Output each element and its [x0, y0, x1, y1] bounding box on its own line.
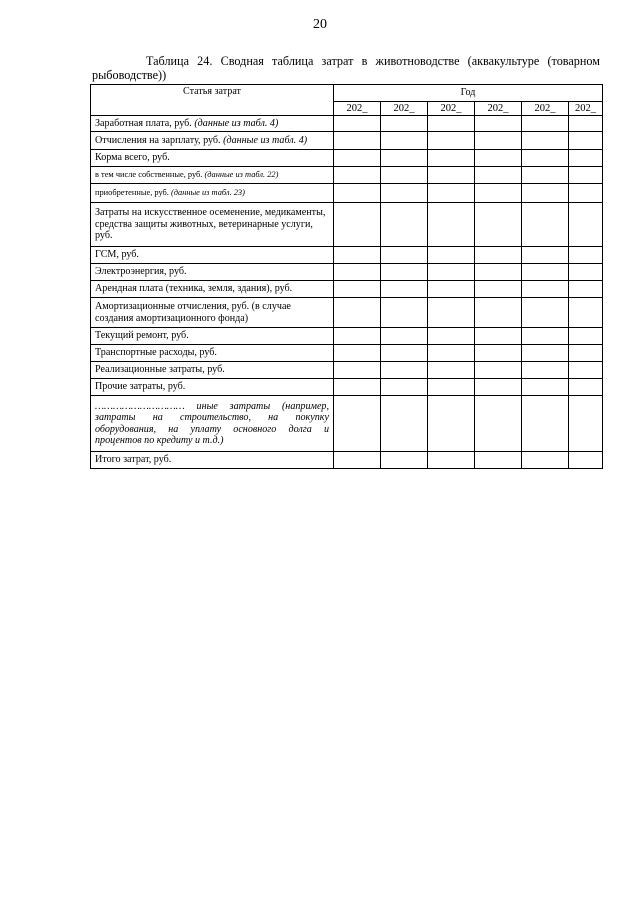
value-cell	[428, 150, 475, 167]
value-cell	[334, 379, 381, 396]
value-cell	[334, 150, 381, 167]
value-cell	[569, 396, 603, 452]
value-cell	[475, 264, 522, 281]
value-cell	[522, 281, 569, 298]
value-cell	[475, 281, 522, 298]
table-row	[91, 132, 603, 150]
value-cell	[381, 452, 428, 469]
table-row	[91, 345, 603, 362]
value-cell	[569, 167, 603, 184]
value-cell	[475, 379, 522, 396]
value-cell	[569, 281, 603, 298]
value-cell	[428, 298, 475, 328]
value-cell	[334, 203, 381, 247]
value-cell	[475, 362, 522, 379]
table-row	[91, 247, 603, 264]
value-cell	[428, 396, 475, 452]
value-cell	[381, 281, 428, 298]
year-col-6: 202_	[569, 102, 603, 116]
value-cell	[334, 116, 381, 132]
value-cell	[522, 345, 569, 362]
value-cell	[428, 203, 475, 247]
value-cell	[475, 132, 522, 150]
row-label: Арендная плата (техника, земля, здания), руб.	[91, 281, 334, 298]
row-label: ГСМ, руб.	[91, 247, 334, 264]
value-cell	[381, 167, 428, 184]
value-cell	[381, 362, 428, 379]
value-cell	[522, 203, 569, 247]
value-cell	[381, 328, 428, 345]
table-row	[91, 150, 603, 167]
table-row	[91, 264, 603, 281]
table-row	[91, 116, 603, 132]
value-cell	[569, 150, 603, 167]
value-cell	[569, 298, 603, 328]
value-cell	[334, 167, 381, 184]
table-caption: Таблица 24. Сводная таблица затрат в животноводстве (аквакультуре (товарном рыбоводстве))	[92, 54, 600, 82]
row-label: Текущий ремонт, руб.	[91, 328, 334, 345]
value-cell	[381, 184, 428, 203]
value-cell	[522, 150, 569, 167]
cost-summary-table	[90, 84, 603, 469]
row-label-total: Итого затрат, руб.	[91, 452, 334, 469]
value-cell	[381, 264, 428, 281]
value-cell	[381, 203, 428, 247]
value-cell	[569, 116, 603, 132]
value-cell	[428, 345, 475, 362]
row-label: приобретенные, руб. (данные из табл. 23)	[91, 184, 334, 203]
table-row	[91, 396, 603, 452]
year-col-4: 202_	[475, 102, 522, 116]
value-cell	[381, 396, 428, 452]
value-cell	[522, 132, 569, 150]
value-cell	[569, 184, 603, 203]
value-cell	[475, 116, 522, 132]
value-cell	[334, 452, 381, 469]
value-cell	[334, 132, 381, 150]
table-row	[91, 362, 603, 379]
value-cell	[428, 328, 475, 345]
value-cell	[475, 396, 522, 452]
row-label: Затраты на искусственное осеменение, медикаменты, средства защиты животных, ветеринарные услуги, руб.	[91, 203, 334, 247]
row-label: Отчисления на зарплату, руб. (данные из табл. 4)	[91, 132, 334, 150]
row-label: Амортизационные отчисления, руб. (в случае создания амортизационного фонда)	[91, 298, 334, 328]
value-cell	[428, 264, 475, 281]
year-col-2: 202_	[381, 102, 428, 116]
value-cell	[475, 345, 522, 362]
value-cell	[334, 281, 381, 298]
value-cell	[569, 247, 603, 264]
value-cell	[381, 132, 428, 150]
value-cell	[381, 150, 428, 167]
value-cell	[569, 345, 603, 362]
value-cell	[334, 184, 381, 203]
value-cell	[428, 184, 475, 203]
header-cost-item: Статья затрат	[91, 85, 334, 116]
value-cell	[428, 247, 475, 264]
value-cell	[334, 345, 381, 362]
value-cell	[475, 328, 522, 345]
value-cell	[569, 452, 603, 469]
value-cell	[522, 379, 569, 396]
value-cell	[522, 452, 569, 469]
value-cell	[569, 264, 603, 281]
value-cell	[428, 452, 475, 469]
value-cell	[381, 298, 428, 328]
page-number: 20	[313, 17, 327, 32]
value-cell	[475, 298, 522, 328]
value-cell	[569, 379, 603, 396]
value-cell	[522, 264, 569, 281]
value-cell	[428, 362, 475, 379]
value-cell	[475, 203, 522, 247]
value-cell	[475, 247, 522, 264]
value-cell	[428, 281, 475, 298]
row-label: в тем числе собственные, руб. (данные из табл. 22)	[91, 167, 334, 184]
table-row-total	[91, 452, 603, 469]
value-cell	[522, 362, 569, 379]
value-cell	[475, 167, 522, 184]
value-cell	[334, 298, 381, 328]
value-cell	[428, 379, 475, 396]
year-col-1: 202_	[334, 102, 381, 116]
value-cell	[428, 116, 475, 132]
value-cell	[522, 116, 569, 132]
value-cell	[522, 247, 569, 264]
value-cell	[381, 379, 428, 396]
value-cell	[381, 247, 428, 264]
value-cell	[522, 328, 569, 345]
value-cell	[381, 345, 428, 362]
value-cell	[522, 298, 569, 328]
row-label: Транспортные расходы, руб.	[91, 345, 334, 362]
value-cell	[569, 203, 603, 247]
value-cell	[428, 167, 475, 184]
value-cell	[569, 362, 603, 379]
value-cell	[522, 167, 569, 184]
value-cell	[475, 184, 522, 203]
value-cell	[475, 150, 522, 167]
value-cell	[334, 264, 381, 281]
value-cell	[569, 132, 603, 150]
header-year: Год	[334, 85, 603, 102]
value-cell	[334, 247, 381, 264]
table-row	[91, 167, 603, 184]
row-label: Заработная плата, руб. (данные из табл. 4)	[91, 116, 334, 132]
row-label: Прочие затраты, руб.	[91, 379, 334, 396]
row-label: Электроэнергия, руб.	[91, 264, 334, 281]
table-row	[91, 281, 603, 298]
value-cell	[428, 132, 475, 150]
row-label: Корма всего, руб.	[91, 150, 334, 167]
value-cell	[522, 396, 569, 452]
value-cell	[334, 396, 381, 452]
row-label: ………………………… иные затраты (например, затраты на строительство, на покупку оборудования, на уплату основного долга и процентов по кредиту и т.д.)	[91, 396, 334, 452]
value-cell	[569, 328, 603, 345]
value-cell	[334, 362, 381, 379]
year-col-5: 202_	[522, 102, 569, 116]
table-row	[91, 184, 603, 203]
value-cell	[475, 452, 522, 469]
table-row	[91, 328, 603, 345]
table-row	[91, 298, 603, 328]
table-row	[91, 379, 603, 396]
table-row	[91, 203, 603, 247]
value-cell	[381, 116, 428, 132]
year-col-3: 202_	[428, 102, 475, 116]
row-label: Реализационные затраты, руб.	[91, 362, 334, 379]
value-cell	[334, 328, 381, 345]
value-cell	[522, 184, 569, 203]
